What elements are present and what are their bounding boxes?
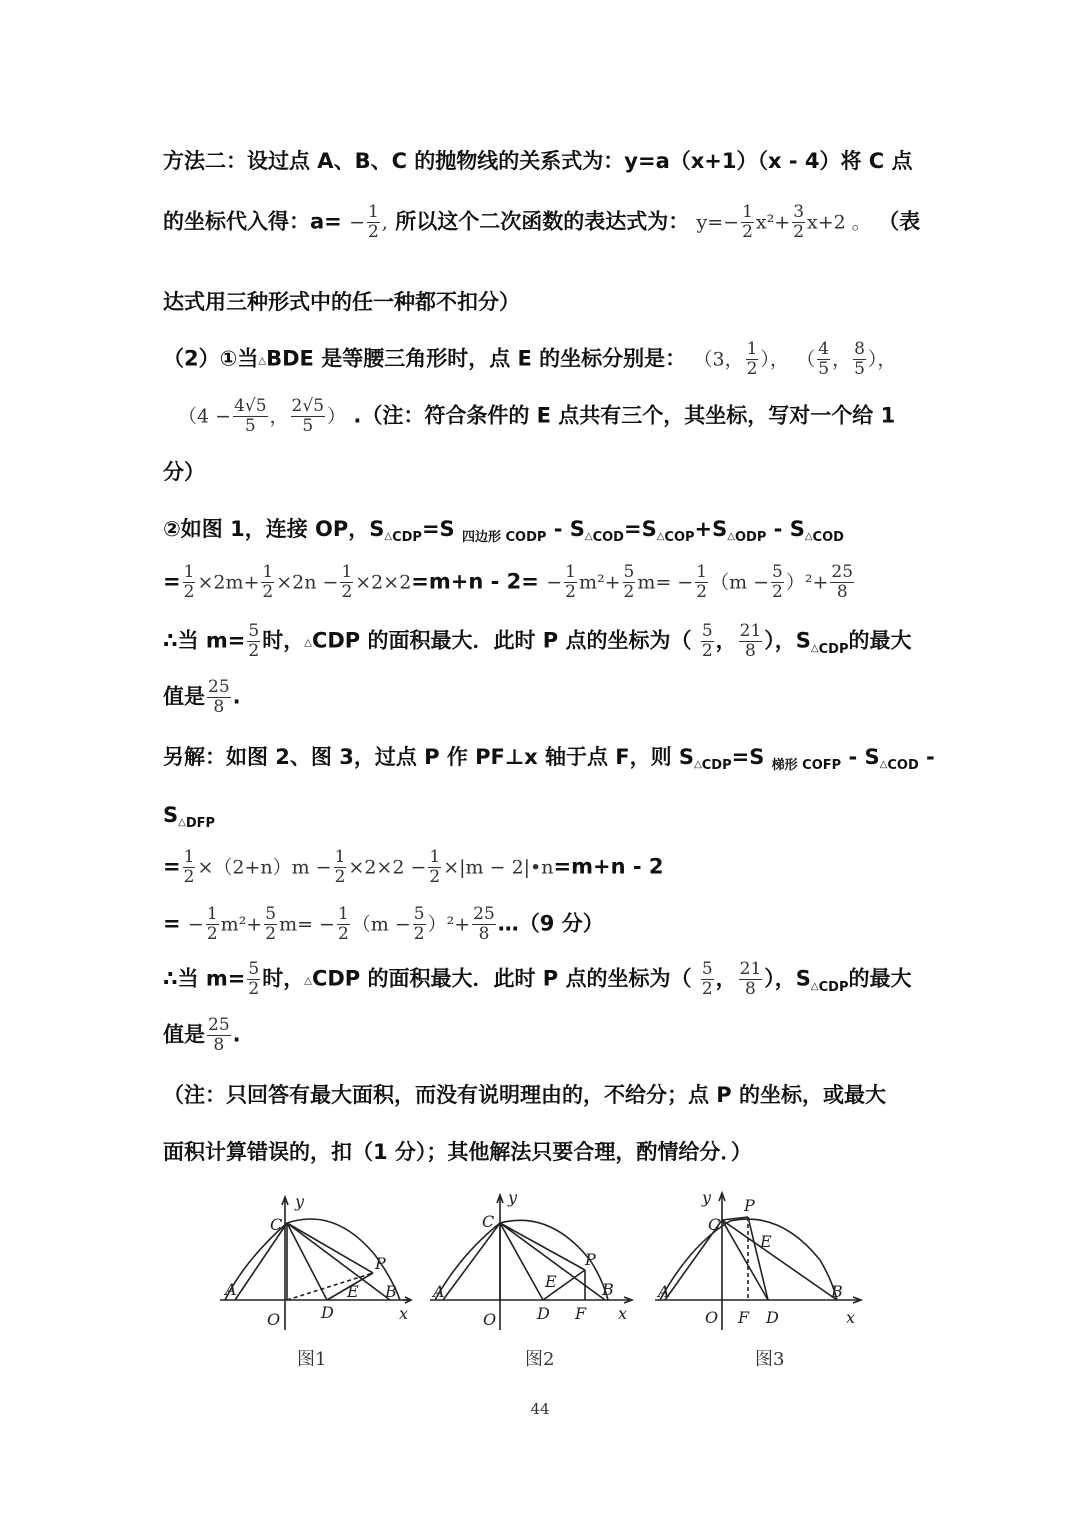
text-seg: BDE 是等腰三角形时，点 E 的坐标分别是： [266,346,687,371]
svg-text:D: D [537,1304,550,1323]
fraction: $\frac{3}{2}$ [793,202,805,242]
figure-2 [425,1185,635,1335]
svg-text:P: P [744,1196,755,1215]
figure-1 [215,1185,415,1335]
fraction: $\frac{1}{2}$ [746,339,758,379]
part2b-line2: = $\frac{1}{2}$ ×2m+ $\frac{1}{2}$ ×2n − $\frac{1}{2}$ ×2×2=m+n - 2= − $\frac{1}{2}$ m²+ $\frac{5}{2}$ m= − $\frac{1}{2}$ （m − $\frac{5}{2}$ ）²+ $\frac{25}{8}$ [163,562,854,602]
part2-line2: （4 − $\frac{4√5}{5}$ ， $\frac{2√5}{5}$ ） .（注：符合条件的 E 点共有三个，其坐标，写对一个给 1 [178,396,896,436]
svg-text:F: F [738,1308,750,1327]
svg-text:y: y [295,1192,305,1211]
score: …（9 分） [497,911,604,936]
fraction: $\frac{4}{5}$ [818,339,830,379]
max-value-line1: 值是 $\frac{25}{8}$ . [163,677,241,717]
svg-text:O: O [705,1308,719,1327]
part2-line1: （2）①当△BDE 是等腰三角形时，点 E 的坐标分别是： （3， $\frac{1}{2}$ ）， （ $\frac{4}{5}$ ， $\frac{8}{5}$ ）， [163,339,897,379]
text-seg: .（注：符合条件的 E 点共有三个，其坐标，写对一个给 1 [353,403,896,428]
svg-text:D: D [321,1303,334,1322]
text-seg: （2）①当 [163,346,259,371]
text-seg: ②如图 1，连接 OP，S [163,517,385,541]
alt-line4: = − $\frac{1}{2}$ m²+ $\frac{5}{2}$ m= − $\frac{1}{2}$ （m − $\frac{5}{2}$ ）²+ $\frac{25}{8}$ …（9 分） [163,904,604,944]
note-line1: （注：只回答有最大面积，而没有说明理由的，不给分；点 P 的坐标，或最大 [163,1083,887,1107]
text-seg: 所以这个二次函数的表达式为： [395,209,690,234]
figure-1-caption: 图1 [297,1349,327,1370]
figure-3-caption: 图3 [755,1349,785,1370]
fraction: $\frac{8}{5}$ [854,339,865,379]
svg-text:A: A [225,1280,237,1299]
subscript: 四边形 CODP [461,530,547,545]
part2-line3: 分） [163,460,205,484]
part2b-line1: ②如图 1，连接 OP，$S_{\triangle CDP}=S$ $_{四边形 CODP} - S_{\triangle COD}=S_{\triangle COP}+S_{\triangle ODP} - S_{\triangle COD}$ [163,517,844,545]
svg-text:y: y [508,1188,518,1207]
svg-text:D: D [766,1308,779,1327]
figure-3 [650,1185,865,1335]
math-a-value: − [349,211,366,234]
method2-line3: 达式用三种形式中的任一种都不扣分） [163,290,520,314]
math-expression: y=− [696,211,740,234]
note-line2: 面积计算错误的，扣（1 分）；其他解法只要合理，酌情给分．） [163,1140,752,1164]
svg-text:y: y [702,1188,712,1207]
svg-text:P: P [375,1254,386,1273]
page-number: 44 [530,1400,550,1418]
alt-line2: $S_{\triangle DFP}$ [163,803,216,831]
text-seg: ∴当 m= [163,628,246,653]
svg-text:P: P [585,1250,596,1269]
method2-line2: 的坐标代入得：a= − $\frac{1}{2}$ , 所以这个二次函数的表达式为： y=− $\frac{1}{2}$ x²+ $\frac{3}{2}$ x+2 。 （表 [163,202,921,242]
alt-line1: 另解：如图 2、图 3，过点 P 作 PF⊥x 轴于点 F，则 $S_{\triangle CDP}=S$ $_{梯形 COFP} - S_{\triangle COD}$ - [163,745,935,773]
method2-line1: 方法二：设过点 A、B、C 的抛物线的关系式为：y=a（x+1）（x - 4）将 C 点 [163,149,913,173]
text-seg: （表 [878,209,921,234]
svg-text:x: x [618,1304,628,1323]
conclusion-line2: ∴当 m= $\frac{5}{2}$ 时，△CDP 的面积最大．此时 P 点的坐标为（ $\frac{5}{2}$ ， $\frac{21}{8}$ ），$S_{\triangle CDP}$的最大 [163,959,912,999]
figure-2-caption: 图2 [525,1349,555,1370]
svg-text:E: E [347,1282,359,1301]
fraction: $\frac{2√5}{5}$ [291,396,325,436]
svg-text:B: B [602,1280,614,1299]
svg-text:E: E [545,1272,557,1291]
coord-e1: （3， [693,348,744,371]
svg-text:O: O [483,1310,497,1329]
svg-text:C: C [708,1215,721,1234]
svg-text:x: x [399,1304,409,1323]
svg-text:A: A [433,1282,445,1301]
svg-text:O: O [267,1310,281,1329]
coord-e2: （ [796,348,816,371]
svg-text:E: E [760,1232,772,1251]
max-value-line2: 值是 $\frac{25}{8}$ . [163,1015,241,1055]
text-seg: 的坐标代入得：a= [163,209,342,234]
text-seg: 另解：如图 2、图 3，过点 P 作 PF⊥x 轴于点 F，则 S [163,745,695,769]
text-seg: =m+n - 2 [553,854,664,879]
fraction: $\frac{1}{2}$ [368,202,379,242]
svg-text:A: A [658,1282,670,1301]
svg-text:B: B [385,1282,397,1301]
svg-text:C: C [270,1215,283,1234]
conclusion-line1: ∴当 m= $\frac{5}{2}$ 时，△CDP 的面积最大．此时 P 点的坐标为（ $\frac{5}{2}$ ， $\frac{21}{8}$ ），$S_{\triangle CDP}$的最大 [163,621,912,661]
fraction: $\frac{1}{2}$ [742,202,753,242]
svg-text:C: C [482,1212,495,1231]
fraction: $\frac{4√5}{5}$ [234,396,267,436]
svg-text:F: F [575,1304,587,1323]
svg-text:x: x [846,1308,856,1327]
coord-e3: （4 − [178,405,232,428]
svg-text:B: B [831,1282,843,1301]
alt-line3: = $\frac{1}{2}$ ×（2+n）m − $\frac{1}{2}$ ×2×2 − $\frac{1}{2}$ ×|m − 2|•n=m+n - 2 [163,847,664,887]
text-seg: =m+n - 2= [411,569,539,594]
